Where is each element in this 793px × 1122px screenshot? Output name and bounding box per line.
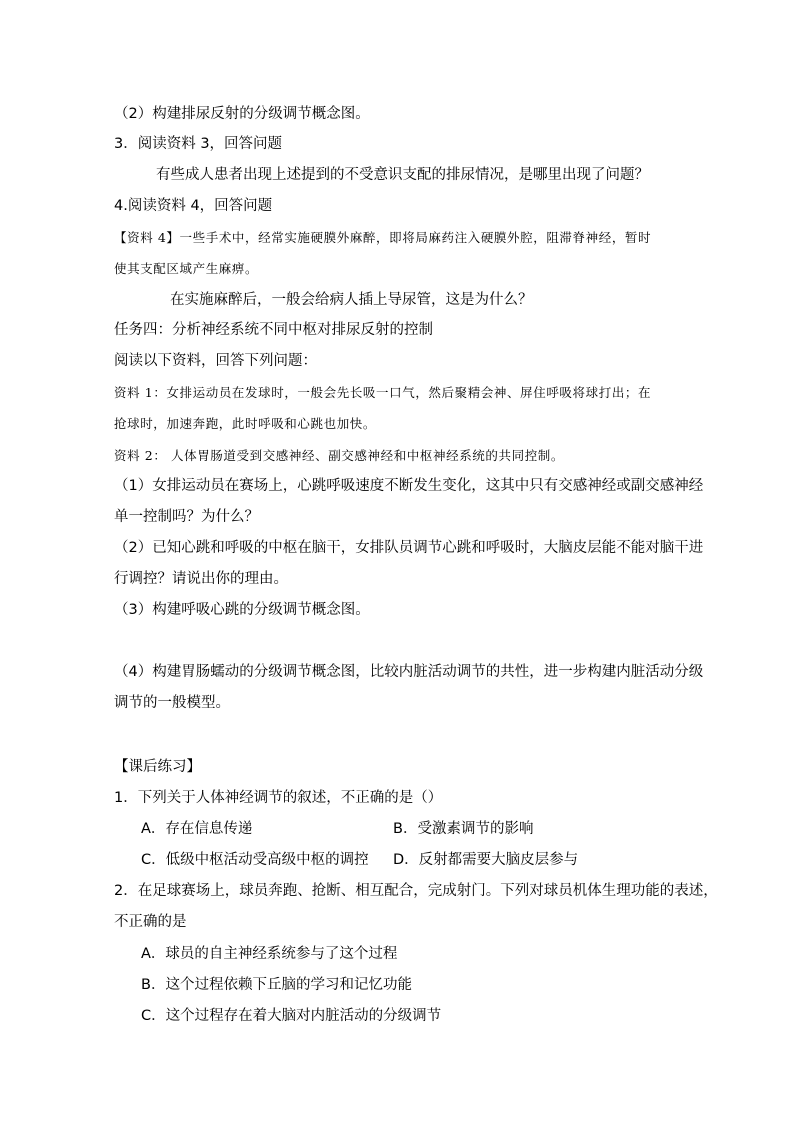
- question-line: 行调控？请说出你的理由。: [114, 571, 288, 587]
- material-text: 【资料 4】一些手术中，经常实施硬膜外麻醉，即将局麻药注入硬膜外腔，阻滞脊神经，暂时: [114, 230, 652, 245]
- section-heading: 【课后练习】: [114, 759, 201, 775]
- option-c: C．低级中枢活动受高级中枢的调控: [141, 852, 369, 868]
- question-line: 单一控制吗？为什么？: [114, 509, 259, 525]
- material-text: 抢球时，加速奔跑，此时呼吸和心跳也加快。: [114, 416, 377, 431]
- option-a: A．存在信息传递: [141, 821, 253, 837]
- text-line: 在实施麻醉后，一般会给病人插上导尿管，这是为什么？: [170, 292, 533, 308]
- option-a: A．球员的自主神经系统参与了这个过程: [141, 946, 398, 962]
- material-text: 使其支配区域产生麻痹。: [114, 261, 259, 276]
- text-line: 4.阅读资料 4，回答问题: [114, 198, 273, 214]
- material-text: 资料 2： 人体胃肠道受到交感神经、副交感神经和中枢神经系统的共同控制。: [114, 448, 565, 463]
- option-d: D．反射都需要大脑皮层参与: [393, 852, 579, 868]
- text-line: 3．阅读资料 3，回答问题: [114, 136, 283, 152]
- option-b: B．这个过程依赖下丘脑的学习和记忆功能: [141, 977, 412, 993]
- text-line: 有些成人患者出现上述提到的不受意识支配的排尿情况，是哪里出现了问题？: [156, 167, 649, 183]
- option-b: B．受激素调节的影响: [393, 821, 534, 837]
- task-heading: 任务四：分析神经系统不同中枢对排尿反射的控制: [114, 322, 433, 338]
- option-c: C．这个过程存在着大脑对内脏活动的分级调节: [141, 1008, 442, 1024]
- question-line: 调节的一般模型。: [114, 695, 230, 711]
- question-line: （4）构建胃肠蠕动的分级调节概念图，比较内脏活动调节的共性，进一步构建内脏活动分级: [114, 664, 704, 680]
- exercise-question: 2．在足球赛场上，球员奔跑、抢断、相互配合，完成射门。下列对球员机体生理功能的表述，: [114, 883, 718, 899]
- exercise-question: 1．下列关于人体神经调节的叙述，不正确的是（）: [114, 790, 443, 806]
- text-line: 阅读以下资料，回答下列问题：: [114, 353, 317, 369]
- exercise-question: 不正确的是: [114, 914, 187, 930]
- question-line: （2）已知心跳和呼吸的中枢在脑干，女排队员调节心跳和呼吸时，大脑皮层能不能对脑干进: [114, 540, 704, 556]
- question-line: （1）女排运动员在赛场上，心跳呼吸速度不断发生变化，这其中只有交感神经或副交感神经: [114, 478, 704, 494]
- question-line: （3）构建呼吸心跳的分级调节概念图。: [114, 602, 370, 618]
- material-text: 资料 1：女排运动员在发球时，一般会先长吸一口气，然后聚精会神、屏住呼吸将球打出；在: [114, 385, 652, 400]
- text-line: （2）构建排尿反射的分级调节概念图。: [114, 106, 370, 122]
